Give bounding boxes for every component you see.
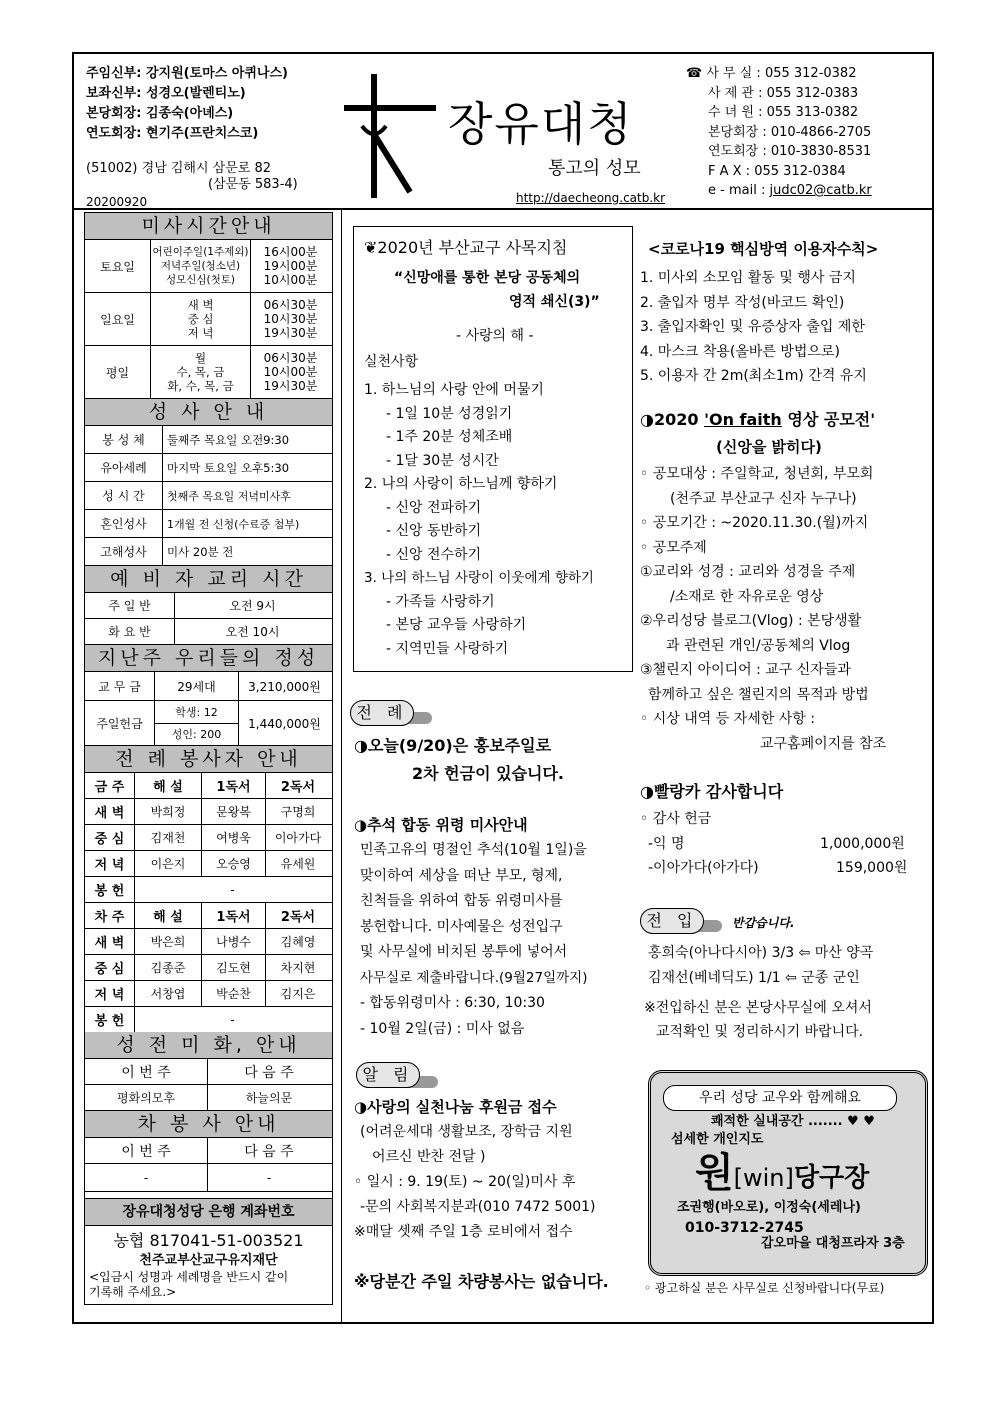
flowers-value: 평화의모후: [85, 1085, 208, 1110]
pastoral-item: - 본당 교우들 사랑하기: [386, 617, 527, 633]
mass-name: 저 녁: [187, 326, 214, 340]
pastoral-item: - 신앙 전파하기: [386, 499, 482, 516]
mass-time: 19시30분: [263, 326, 318, 340]
ad-name-part: 당구장: [793, 1163, 870, 1193]
donor-amount: 159,000원: [836, 860, 908, 876]
sacrament-value: 둘째주 목요일 오전9:30: [167, 432, 290, 447]
contact-label: 연도회장: [708, 144, 759, 159]
ad-owners: 조권행(바오로), 이정숙(세레나): [677, 1200, 861, 1215]
address-line: (51002) 경남 김해시 삼문로 82: [86, 161, 272, 176]
flowers-col-header: 이 번 주: [85, 1059, 208, 1084]
liturgy-col-header: 1독서: [202, 773, 266, 798]
mass-names: [151, 240, 251, 292]
mass-name: 중 심: [187, 312, 214, 326]
sacrament-row: [85, 538, 332, 566]
liturgy-header-row: [85, 773, 332, 799]
contest-line: 함께하고 싶은 챌린지의 목적과 방법: [648, 686, 869, 703]
memorial-line: 사무실로 제출바랍니다.(9월27일까지): [360, 969, 588, 986]
covid-item: 4. 마스크 착용(올바른 방법으로): [640, 343, 840, 360]
clergy-line: 주임신부: 강지원(토마스 아퀴나스): [86, 66, 288, 81]
liturgy-cell: 김종준: [135, 955, 202, 980]
liturgy-cell: 이은지: [135, 851, 202, 876]
donor-name: -이아가다(아가다): [648, 860, 759, 876]
bank-note-line: <입금시 성명과 세례명을 반드시 같이: [89, 1270, 289, 1284]
liturgy-mass: 새 벽: [85, 799, 135, 824]
mass-title: 미사시간안내: [85, 213, 332, 240]
contact-label: e - mail: [708, 183, 757, 198]
liturgy-row: [85, 825, 332, 851]
header-divider: [72, 208, 934, 210]
offering-count: 29세대: [155, 672, 239, 700]
sacrament-label: 봉 성 체: [85, 426, 163, 453]
covid-item: 5. 이용자 간 2m(최소1m) 간격 유지: [640, 368, 867, 384]
clergy-list: [86, 64, 288, 144]
issue-date: 20200920: [86, 195, 148, 209]
ad-box: [648, 1070, 928, 1276]
ad-business-name: [695, 1151, 869, 1203]
catechism-row: [85, 593, 332, 619]
liturgy-row: [85, 929, 332, 955]
pastoral-item: - 지역민들 사랑하기: [386, 640, 509, 657]
mass-row: [85, 346, 332, 399]
transfer-greeting: 반갑습니다.: [732, 916, 795, 930]
liturgy-mass: 저 녁: [85, 851, 135, 876]
liturgy-col-header: 2독서: [280, 910, 316, 925]
contest-body: [640, 462, 886, 756]
offering-students: 학생: 12: [155, 701, 238, 724]
pastoral-item: 2. 나의 사랑이 하느님께 향하기: [364, 476, 558, 492]
liturgy-week-table: [85, 773, 332, 1032]
flowers-header-row: [85, 1059, 332, 1085]
liturgy-cell: 나병수: [202, 929, 266, 954]
liturgy-mass: 봉 헌: [85, 1007, 135, 1032]
covid-title: <코로나19 핵심방역 이용자수칙>: [648, 240, 879, 258]
thanks-sub: ◦ 감사 헌금: [640, 811, 712, 827]
catechism-value: 오전 9시: [229, 599, 276, 613]
mass-day: 토요일: [85, 240, 151, 292]
contest-line: ◦ 공모주제: [640, 539, 707, 556]
pastoral-items: [364, 379, 594, 661]
liturgy-col-header: 차 주: [85, 903, 135, 928]
memorial-line: - 합동위령미사 : 6:30, 10:30: [360, 995, 545, 1011]
contact-value: 010-3830-8531: [770, 144, 872, 159]
sacrament-row: [85, 454, 332, 482]
ad-line: 섬세한 개인지도: [671, 1132, 764, 1147]
liturgy-cell: 김도현: [202, 955, 266, 980]
contest-line: ①교리와 성경 : 교리와 성경을 주제: [640, 564, 856, 580]
liturgy-row: [85, 1007, 332, 1032]
mass-name: 화, 수, 목, 금: [167, 379, 234, 393]
contact-value: 055 312-0384: [754, 163, 846, 179]
liturgy-cell: -: [230, 882, 235, 897]
liturgy-mass: 봉 헌: [85, 877, 135, 902]
ad-name-part: 원: [695, 1150, 734, 1196]
liturgy-cell: 박순찬: [202, 981, 266, 1006]
contest-line: ③챌린지 아이디어 : 교구 신자들과: [640, 662, 851, 678]
contest-line: ◦ 시상 내역 등 자세한 사항 :: [640, 711, 815, 727]
pastoral-item: - 신앙 동반하기: [386, 523, 482, 539]
liturgy-mass: 중 심: [85, 825, 135, 850]
catechism-label: 화 요 반: [85, 619, 175, 644]
mass-time: 10시00분: [263, 273, 318, 287]
contest-line: ②우리성당 블로그(Vlog) : 본당생활: [640, 613, 862, 629]
liturgy-cell: 유세원: [280, 857, 316, 871]
offering-label: 교 무 금: [85, 672, 155, 700]
mass-time: 06시30분: [263, 351, 318, 365]
contest-title-part: 영상 공모전': [781, 410, 876, 429]
notice-line: -문의 사회복지분과(010 7472 5001): [360, 1199, 596, 1215]
parking-notice: ※당분간 주일 차량봉사는 없습니다.: [354, 1272, 609, 1291]
pastoral-item: - 1달 30분 성시간: [386, 452, 499, 469]
covid-item: 1. 미사외 소모임 활동 및 행사 금지: [640, 270, 856, 286]
notice-title: ◑사랑의 실천나눔 후원금 접수: [354, 1098, 557, 1116]
liturgy-col-header: 2독서: [280, 780, 316, 795]
pastoral-item: - 1일 10분 성경읽기: [386, 405, 513, 422]
contact-label: 사 제 관: [708, 85, 754, 101]
flowers-row: [85, 1085, 332, 1111]
contact-label: 수 녀 원: [708, 105, 754, 120]
mass-day: 일요일: [85, 293, 151, 345]
sacrament-label: 유아세례: [85, 454, 163, 481]
liturgy-cell: 김재천: [135, 825, 202, 850]
website-link[interactable]: http://daecheong.catb.kr: [516, 191, 666, 205]
sacrament-value: 1개월 전 신청(수료증 첨부): [167, 517, 300, 531]
address-line: (삼문동 583-4): [208, 177, 298, 192]
flowers-value: 하늘의문: [245, 1091, 293, 1105]
catechism-label: 주 일 반: [85, 593, 175, 618]
donor-name: -익 명: [648, 836, 685, 852]
parking-header-row: [85, 1138, 332, 1164]
email-link[interactable]: judc02@catb.kr: [769, 183, 872, 198]
notice-line: 어르신 반찬 전달 ): [372, 1149, 486, 1165]
ad-phone: 010-3712-2745: [685, 1220, 804, 1236]
contest-line: /소재로 한 자유로운 영상: [670, 588, 824, 605]
liturgy-cell: 박희정: [135, 799, 202, 824]
contact-list: ☎ 사 무 실 : 055 312-0382 사 제 관 : 055 312-0383 수 녀 원 : 055 313-0382 본당회장 : 010-4866-2705 연도회장 : 010-3830-8531 F A X : 055 312-0384 e - mail : judc02@catb.kr: [686, 66, 872, 198]
pastoral-motto: “신망애를 통한 본당 공동체의: [394, 270, 581, 286]
pastoral-motto: 영적 쇄신(3)”: [509, 294, 600, 310]
memorial-body: [360, 838, 587, 1042]
sacrament-value: 첫째주 목요일 저녁미사후: [167, 489, 291, 503]
catechism-value: 오전 10시: [225, 625, 280, 639]
transfer-pill: 전 입: [640, 908, 704, 934]
covid-list: [640, 266, 867, 389]
liturgy-notice-line: 2차 헌금이 있습니다.: [412, 764, 564, 783]
sacrament-value: 미사 20분 전: [167, 544, 234, 559]
liturgy-mass: 중 심: [85, 955, 135, 980]
offering-amount: 3,210,000원: [248, 679, 321, 694]
memorial-line: 봉헌합니다. 미사예물은 성전입구: [360, 918, 563, 935]
liturgy-cell: 서창엽: [135, 981, 202, 1006]
contact-value: 010-4866-2705: [770, 124, 872, 140]
contact-label: 본당회장: [708, 124, 759, 140]
mass-name: 성모신심(첫토): [165, 274, 236, 286]
contest-line: (천주교 부산교구 신자 누구나): [670, 490, 857, 507]
column-divider: [341, 208, 342, 1324]
mass-time: 06시30분: [263, 298, 318, 312]
offering-breakdown: [155, 701, 239, 745]
cross-logo-icon: [340, 70, 450, 200]
mass-time: 10시30분: [263, 312, 318, 326]
transfer-note: ※전입하신 분은 본당사무실에 오셔서: [644, 1000, 872, 1016]
mass-name: 수, 목, 금: [176, 365, 225, 379]
liturgy-col-header: 금 주: [85, 773, 135, 798]
ad-name-part: [win]: [733, 1164, 794, 1192]
pastoral-item: - 신앙 전수하기: [386, 546, 482, 563]
mass-times: [251, 240, 330, 292]
sacrament-value: 마지막 토요일 오후5:30: [167, 460, 290, 475]
mass-day: 평일: [85, 346, 151, 398]
bank-title: 장유대청성당 은행 계좌번호: [85, 1198, 332, 1226]
contest-line: ◦ 공모기간 : ~2020.11.30.(월)까지: [640, 515, 869, 531]
covid-item: 3. 출입자확인 및 유증상자 출입 제한: [640, 319, 865, 335]
offering-amount: 1,440,000원: [248, 716, 321, 731]
liturgy-header-row: [85, 903, 332, 929]
sacrament-row: [85, 510, 332, 538]
liturgy-col-header: 해 설: [135, 773, 202, 798]
contact-label: F A X: [708, 163, 742, 179]
memorial-line: 민족고유의 명절인 추석(10월 1일)을: [360, 842, 587, 858]
notice-line: (어려운세대 생활보조, 장학금 지원: [360, 1124, 573, 1140]
ad-footnote: ◦ 광고하실 분은 사무실로 신청바랍니다(무료): [644, 1281, 885, 1295]
clergy-line: 본당회장: 김종숙(아녜스): [86, 106, 234, 121]
liturgy-row: [85, 877, 332, 903]
pastoral-box: [353, 226, 633, 672]
mass-name: 월: [194, 351, 207, 365]
liturgy-row: [85, 851, 332, 877]
contest-title: [640, 408, 875, 432]
liturgy-mass: 저 녁: [85, 981, 135, 1006]
contact-value: 055 312-0382: [764, 66, 857, 81]
contest-title-part: ◑2020: [640, 410, 705, 429]
memorial-line: 및 사무실에 비치된 봉투에 넣어서: [360, 944, 568, 960]
mass-time: 10시00분: [263, 365, 318, 379]
transfer-note: 교적확인 및 정리하시기 바랍니다.: [656, 1024, 864, 1040]
liturgy-row: [85, 799, 332, 825]
pastoral-title: 2020년 부산교구 사목지침: [377, 238, 568, 257]
sacrament-label: 고해성사: [85, 538, 163, 565]
mass-name: 어린이주일(1주제외): [152, 246, 249, 258]
parking-value: -: [85, 1164, 208, 1191]
liturgy-col-header: 1독서: [202, 903, 266, 928]
liturgy-cell: 구명희: [280, 805, 316, 819]
pastoral-item: - 가족들 사랑하기: [386, 593, 495, 610]
donor-amount: 1,000,000원: [820, 836, 905, 852]
liturgy-pill: 전 례: [350, 700, 414, 726]
memorial-title: ◑추석 합동 위령 미사안내: [354, 816, 528, 834]
parking-col-header: 이 번 주: [85, 1138, 208, 1163]
ad-banner: 우리 성당 교우와 함께해요: [663, 1085, 897, 1111]
mass-time: 19시30분: [263, 379, 318, 393]
bank-note: [85, 1270, 332, 1304]
contact-label: 사 무 실: [706, 66, 753, 81]
liturgy-cell: 박은희: [135, 929, 202, 954]
liturgy-cell: 여병욱: [202, 825, 266, 850]
flowers-title: 성 전 미 화, 안내: [85, 1032, 332, 1059]
liturgy-notice-line: ◑오늘(9/20)은 홍보주일로: [354, 736, 552, 755]
transfer-line: 김재선(베네딕도) 1/1 ⇦ 군종 군인: [648, 970, 860, 986]
contest-line: ◦ 공모대상 : 주일학교, 청년회, 부모회: [640, 466, 874, 482]
liturgy-row: [85, 981, 332, 1007]
mass-row: [85, 240, 332, 293]
pastoral-practice: 실천사항: [364, 354, 419, 370]
liturgy-title: 전 례 봉사자 안내: [85, 746, 332, 773]
diocese-emblem-icon: ❦: [364, 238, 378, 257]
liturgy-cell: 김혜영: [280, 935, 316, 949]
offering-row: [85, 701, 332, 746]
offering-row: [85, 672, 332, 701]
pastoral-heading: [364, 237, 567, 259]
liturgy-mass: 새 벽: [85, 929, 135, 954]
pastoral-item: - 1주 20분 성체조배: [386, 429, 513, 445]
sacrament-label: 혼인성사: [85, 510, 163, 537]
pastoral-item: 3. 나의 하느님 사랑이 이웃에게 향하기: [364, 570, 594, 586]
clergy-line: 보좌신부: 성경오(발렌티노): [86, 86, 246, 101]
mass-name: 저녁주일(청소년): [160, 260, 241, 272]
parish-subtitle: 통고의 성모: [548, 158, 641, 179]
pastoral-year: - 사랑의 해 -: [456, 328, 534, 344]
liturgy-cell: 문왕복: [202, 799, 266, 824]
contest-line: 과 관련된 개인/공동체의 Vlog: [666, 637, 851, 654]
liturgy-cell: -: [230, 1012, 235, 1027]
parking-col-header: 다 음 주: [244, 1143, 294, 1160]
mass-time: 16시00분: [263, 245, 318, 259]
bank-holder: 천주교부산교구유지재단: [139, 1253, 278, 1268]
contact-value: 055 313-0382: [766, 105, 859, 120]
contest-line: 교구홈페이지를 참조: [760, 735, 887, 752]
sacrament-row: [85, 482, 332, 510]
memorial-line: - 10월 2일(금) : 미사 없음: [360, 1020, 525, 1037]
flowers-col-header: 다 음 주: [244, 1064, 294, 1081]
parking-row: [85, 1164, 332, 1192]
liturgy-cell: 김지은: [280, 987, 316, 1001]
contest-title-part: 'On faith: [704, 410, 782, 429]
thanks-title: ◑빨랑카 감사합니다: [640, 782, 784, 801]
pastoral-item: 1. 하느님의 사랑 안에 머물기: [364, 382, 544, 398]
liturgy-cell: 이아가다: [274, 831, 322, 845]
mass-name: 새 벽: [187, 298, 214, 312]
clergy-line: 연도회장: 현기주(프란치스코): [86, 126, 259, 141]
sacraments-title: 성 사 안 내: [85, 399, 332, 426]
liturgy-cell: 차지현: [280, 961, 316, 975]
phone-icon: ☎: [686, 66, 707, 81]
liturgy-cell: 오승영: [202, 851, 266, 876]
memorial-line: 친척들을 위하여 합동 위령미사를: [360, 893, 563, 909]
transfer-line: 홍희숙(아나다시아) 3/3 ⇦ 마산 양곡: [648, 945, 874, 961]
memorial-line: 맞이하여 세상을 떠난 부모, 형제,: [360, 867, 563, 884]
offering-adults: 성인: 200: [171, 728, 222, 742]
notice-body: [354, 1120, 596, 1245]
contact-value: 055 312-0383: [766, 85, 859, 101]
offering-title: 지난주 우리들의 정성: [85, 645, 332, 672]
parish-title: 장유대청: [448, 97, 634, 151]
notice-line: ◦ 일시 : 9. 19(토) ~ 20(일)미사 후: [354, 1174, 576, 1190]
mass-times: [251, 346, 330, 398]
parking-value: -: [266, 1170, 272, 1185]
bank-account: 농협 817041-51-003521: [113, 1231, 304, 1250]
bank-note-line: 기록해 주세요.>: [89, 1285, 177, 1299]
mass-times: [251, 293, 330, 345]
ad-line: 쾌적한 실내공간 ....... ♥ ♥: [711, 1114, 875, 1129]
mass-names: [151, 293, 251, 345]
sacrament-label: 성 시 간: [85, 482, 163, 509]
ad-place: 갑오마을 대청프라자 3층: [761, 1236, 905, 1251]
catechism-title: 예 비 자 교리 시간: [85, 566, 332, 593]
covid-item: 2. 출입자 명부 작성(바코드 확인): [640, 294, 845, 311]
mass-time: 19시00분: [263, 259, 318, 273]
liturgy-col-header: 해 설: [135, 903, 202, 928]
mass-names: [151, 346, 251, 398]
parking-title: 차 봉 사 안내: [85, 1111, 332, 1138]
offering-label: 주일헌금: [85, 701, 155, 745]
mass-row: [85, 293, 332, 346]
notice-pill: 알 림: [356, 1062, 420, 1088]
notice-line: ※매달 셋째 주일 1층 로비에서 접수: [354, 1224, 573, 1240]
sacrament-row: [85, 426, 332, 454]
contest-subtitle: (신앙을 밝히다): [716, 438, 822, 456]
liturgy-row: [85, 955, 332, 981]
catechism-row: [85, 619, 332, 645]
info-sidebar: [84, 212, 333, 1305]
